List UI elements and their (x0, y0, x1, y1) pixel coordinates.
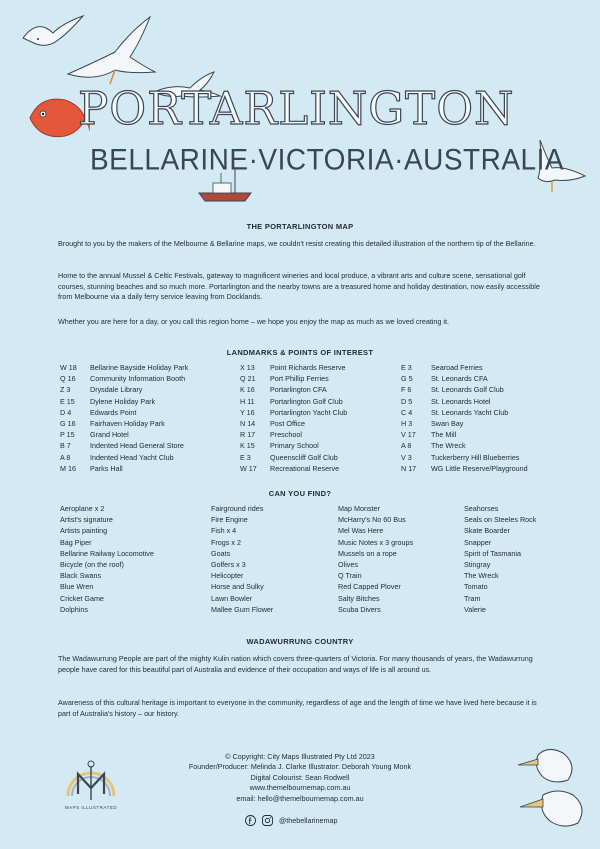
landmark-grid-ref: C 4 (401, 407, 413, 417)
landmark-row (60, 384, 188, 395)
landmark-grid-ref: E 3 (240, 452, 251, 462)
find-item: Q Train (338, 571, 362, 581)
landmarks-heading: LANDMARKS & POINTS OF INTEREST (226, 348, 374, 357)
landmarks-column (240, 362, 347, 474)
find-item: Artist's signature (60, 515, 113, 525)
find-item: Skate Boarder (464, 526, 510, 536)
find-item: Snapper (464, 537, 492, 547)
landmark-row (240, 463, 347, 474)
landmark-grid-ref: N 17 (401, 463, 417, 473)
landmarks-column (401, 362, 528, 474)
landmark-name: Queenscliff Golf Club (270, 452, 338, 462)
landmark-row (401, 463, 528, 474)
landmark-name: St. Leonards CFA (431, 374, 488, 384)
find-item: Dolphins (60, 604, 88, 614)
country-heading: WADAWURRUNG COUNTRY (246, 637, 354, 646)
landmark-row (240, 407, 347, 418)
landmark-name: Recreational Reserve (270, 463, 340, 473)
find-item: The Wreck (464, 571, 499, 581)
landmark-row (60, 407, 188, 418)
landmark-name: Indented Head Yacht Club (90, 452, 174, 462)
landmark-grid-ref: Z 3 (60, 385, 71, 395)
find-column (464, 503, 536, 615)
landmark-name: Bellarine Bayside Holiday Park (90, 363, 189, 372)
landmark-row (240, 429, 347, 440)
landmark-grid-ref: G 5 (401, 374, 413, 384)
intro-paragraph: Brought to you by the makers of the Melbourne & Bellarine maps, we couldn't resist creating this detailed illustration of the northern tip of the Bellarine. (58, 239, 536, 248)
landmark-name: Preschool (270, 430, 302, 440)
svg-text:MAPS ILLUSTRATED: MAPS ILLUSTRATED (64, 805, 118, 810)
find-item: Black Swans (60, 571, 102, 581)
landmark-name: Grand Hotel (90, 430, 129, 440)
landmark-name: The Mill (431, 430, 457, 440)
landmark-grid-ref: V 3 (401, 452, 412, 462)
landmark-name: Portarlington CFA (270, 385, 327, 395)
instagram-icon[interactable] (262, 815, 273, 826)
facebook-icon[interactable] (245, 815, 256, 826)
landmarks-column (60, 362, 188, 474)
page-title: PORTARLINGTON (78, 82, 515, 135)
find-item: Red Capped Plover (338, 582, 401, 592)
landmark-row (401, 452, 528, 463)
landmark-row (240, 396, 347, 407)
landmark-name: Swan Bay (431, 419, 464, 429)
landmark-name: Port Phillip Ferries (270, 374, 329, 384)
landmark-grid-ref: R 17 (240, 430, 256, 440)
intro-paragraph: Home to the annual Mussel & Celtic Festivals, gateway to magnificent wineries and local produce, a vibrant arts and culture scene, sensational golf courses, stunning beaches and so much more. Portarlington and the nearby towns are a treasured home and holiday destination, now easily accessible from Melbourne via a daily ferry service leaving from Docklands. (58, 271, 540, 302)
landmark-row (401, 429, 528, 440)
footer-line: © Copyright: City Maps Illustrated Pty Ltd 2023 (225, 752, 375, 761)
landmark-name: Drysdale Library (90, 385, 143, 395)
landmark-row (401, 384, 528, 395)
landmark-name: St. Leonards Golf Club (431, 385, 504, 395)
find-item: Valerie (464, 604, 486, 614)
find-column (338, 503, 413, 615)
landmark-grid-ref: D 5 (401, 396, 413, 406)
footer-credits (140, 752, 460, 804)
find-item: Bicycle (on the roof) (60, 560, 124, 570)
find-item: Fairground rides (211, 504, 264, 513)
find-item: McHarry's No 60 Bus (338, 515, 406, 525)
country-paragraph: Awareness of this cultural heritage is important to everyone in the community, regardless of age and the length of time we have lived here because it is part of Australia's history – our history. (58, 698, 537, 718)
landmark-row (60, 440, 188, 451)
landmark-grid-ref: Q 16 (60, 374, 76, 384)
page-subtitle: BELLARINE·VICTORIA·AUSTRALIA (90, 143, 565, 176)
find-item: Golfers x 3 (211, 560, 246, 570)
landmark-row (401, 396, 528, 407)
find-item: Bag Piper (60, 537, 92, 547)
landmark-row (60, 429, 188, 440)
landmark-row (401, 362, 528, 373)
landmark-grid-ref: N 14 (240, 419, 256, 429)
country-paragraph: The Wadawurrung People are part of the mighty Kulin nation which covers three-quarters of Victoria. For many thousands of years, the Wadawurrung people have cared for this beautiful part of Australia and evidence of their occupation and ways of life is all around us. (58, 654, 533, 674)
find-item: Music Notes x 3 groups (338, 537, 414, 547)
landmark-grid-ref: P 15 (60, 430, 75, 440)
landmark-name: Searoad Ferries (431, 363, 483, 372)
landmark-name: Portarlington Golf Club (270, 396, 343, 406)
find-column (60, 503, 154, 615)
landmark-name: Post Office (270, 419, 306, 429)
landmark-row (60, 463, 188, 474)
find-item: Aeroplane x 2 (60, 504, 105, 513)
landmark-name: Indented Head General Store (90, 441, 184, 451)
landmark-row (401, 407, 528, 418)
intro-paragraph: Whether you are here for a day, or you call this region home – we hope you enjoy the map as much as we loved creating it. (58, 317, 449, 326)
find-item: Fire Engine (211, 515, 248, 525)
landmark-row (60, 373, 188, 384)
landmark-grid-ref: Y 16 (240, 407, 255, 417)
social-handle[interactable]: @thebellarinemap (279, 816, 338, 825)
landmark-row (240, 418, 347, 429)
landmark-name: Edwards Point (90, 407, 137, 417)
find-item: Cricket Game (60, 593, 104, 603)
find-item: Artists painting (60, 526, 108, 536)
landmark-grid-ref: H 3 (401, 419, 413, 429)
landmark-name: Community Information Booth (90, 374, 186, 384)
landmark-grid-ref: D 4 (60, 407, 72, 417)
pelicans-icon (508, 735, 593, 840)
find-item: Fish x 4 (211, 526, 237, 536)
landmark-name: WG Little Reserve/Playground (431, 463, 528, 473)
landmark-grid-ref: E 15 (60, 396, 75, 406)
find-item: Salty Bitches (338, 593, 380, 603)
find-item: Mel Was Here (338, 526, 384, 536)
maps-illustrated-logo (60, 752, 122, 814)
landmark-grid-ref: A 8 (401, 441, 412, 451)
find-item: Helicopter (211, 571, 244, 581)
landmark-name: Fairhaven Holiday Park (90, 419, 165, 429)
landmark-grid-ref: E 3 (401, 363, 412, 372)
landmark-grid-ref: K 15 (240, 441, 255, 451)
landmark-grid-ref: A 8 (60, 452, 71, 462)
find-item: Mussels on a rope (338, 548, 397, 558)
landmark-grid-ref: G 16 (60, 419, 76, 429)
find-item: Map Monster (338, 504, 380, 513)
find-column (211, 503, 273, 615)
landmark-row (60, 418, 188, 429)
find-item: Tomato (464, 582, 488, 592)
footer-website-link[interactable]: www.themelbournemap.com.au (249, 783, 351, 793)
find-item: Spirit of Tasmania (464, 548, 521, 558)
social-links (245, 815, 337, 826)
landmark-grid-ref: M 16 (60, 463, 76, 473)
landmark-grid-ref: F 6 (401, 385, 412, 395)
landmark-row (240, 362, 347, 373)
landmark-row (240, 452, 347, 463)
landmark-name: St. Leonards Yacht Club (431, 407, 509, 417)
footer-email-link[interactable]: email: hello@themelbournemap.com.au (236, 793, 364, 803)
landmark-name: Parks Hall (90, 463, 123, 473)
find-item: Lawn Bowler (211, 593, 253, 603)
landmark-row (240, 440, 347, 451)
landmark-row (60, 362, 188, 373)
find-item: Bellarine Railway Locomotive (60, 548, 154, 558)
footer-line: Digital Colourist: Sean Rodwell (250, 772, 350, 782)
find-item: Seahorses (464, 504, 499, 513)
find-item: Blue Wren (60, 582, 94, 592)
find-item: Scuba Divers (338, 604, 381, 614)
landmark-grid-ref: W 17 (240, 463, 257, 473)
landmark-name: Primary School (270, 441, 319, 451)
landmark-grid-ref: B 7 (60, 441, 71, 451)
find-item: Frogs x 2 (211, 537, 241, 547)
landmark-row (60, 396, 188, 407)
landmark-grid-ref: W 18 (60, 363, 77, 372)
find-item: Mallee Gum Flower (211, 604, 274, 614)
landmark-row (60, 452, 188, 463)
landmark-name: Dylene Holiday Park (90, 396, 156, 406)
find-item: Stingray (464, 560, 491, 570)
landmark-name: Tuckerberry Hill Blueberries (431, 452, 520, 462)
landmark-grid-ref: H 11 (240, 396, 255, 406)
footer-line: Founder/Producer: Melinda J. Clarke Illustrator: Deborah Young Monk (188, 762, 412, 772)
seagull-center-icon (60, 12, 160, 92)
landmark-grid-ref: Q 21 (240, 374, 256, 384)
landmark-name: St. Leonards Hotel (431, 396, 491, 406)
landmark-name: Point Richards Reserve (270, 363, 346, 372)
find-item: Horse and Sulky (211, 582, 264, 592)
landmark-grid-ref: V 17 (401, 430, 416, 440)
landmark-row (401, 373, 528, 384)
find-item: Goats (211, 548, 231, 558)
landmark-row (401, 440, 528, 451)
intro-heading: THE PORTARLINGTON MAP (246, 222, 354, 231)
find-item: Tram (464, 593, 481, 603)
landmark-row (240, 384, 347, 395)
landmark-row (401, 418, 528, 429)
landmark-row (240, 373, 347, 384)
find-item: Seals on Steeles Rock (464, 515, 537, 525)
landmark-name: The Wreck (431, 441, 466, 451)
find-item: Olives (338, 560, 358, 570)
landmark-name: Portarlington Yacht Club (270, 407, 348, 417)
landmark-grid-ref: X 13 (240, 363, 255, 372)
find-heading: CAN YOU FIND? (268, 489, 332, 498)
landmark-grid-ref: K 16 (240, 385, 255, 395)
